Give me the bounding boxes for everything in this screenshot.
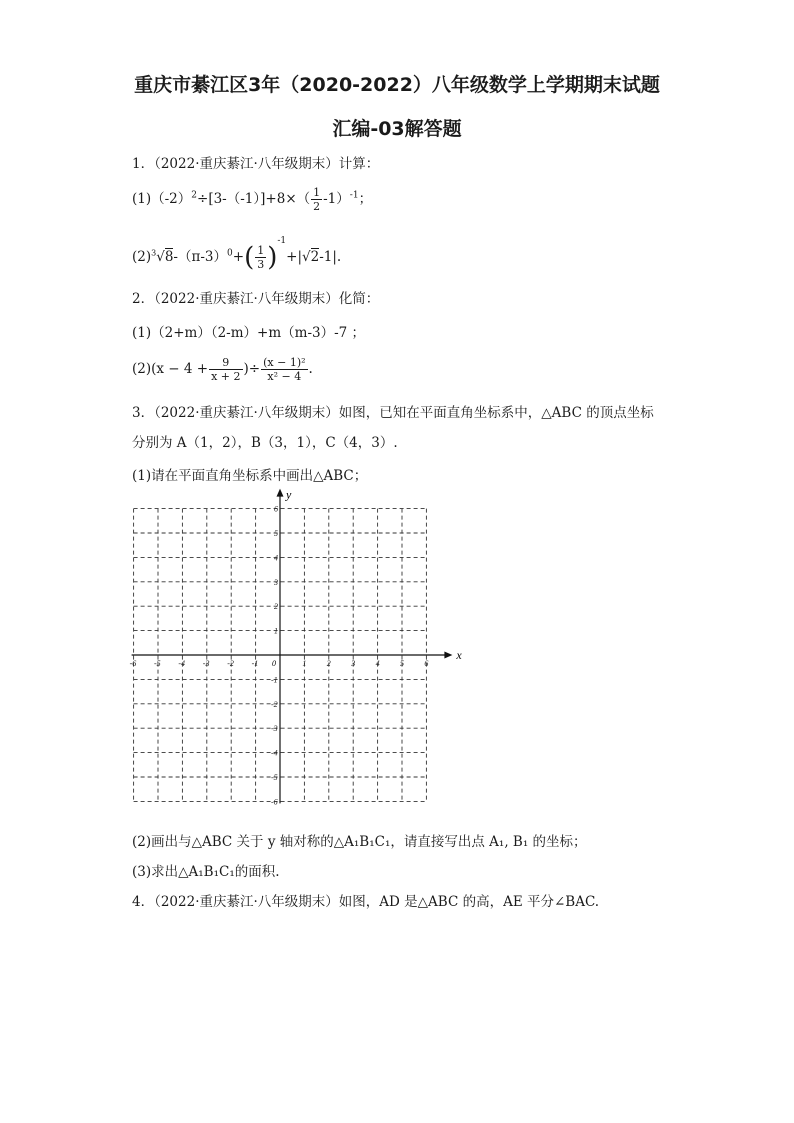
q3-part2: (2)画出与△ABC 关于 y 轴对称的△A₁B₁C₁，请直接写出点 A₁, B₁ 的坐标； [132, 834, 587, 850]
x-axis-label: x [456, 648, 462, 662]
tick-labels [130, 488, 463, 807]
q4-stem: 4．（2022·重庆綦江·八年级期末）如图，AD 是△ABC 的高，AE 平分∠BAC. [132, 894, 600, 910]
q3-part1: (1)请在平面直角坐标系中画出△ABC； [132, 468, 368, 484]
fraction: $\frac{\text{(x − 1)²}}{\text{x² − 4}}$ [263, 356, 306, 383]
q3-stem-line2: 分别为 A（1，2），B（3，1），C（4，3）. [132, 435, 398, 451]
x-axis-arrow [444, 652, 452, 659]
y-tick-label: -2 [271, 699, 278, 709]
y-axis-arrow [277, 489, 284, 497]
y-tick-label: 1 [274, 626, 278, 636]
q1-part1: $(1)(-2)^2\div[3-(-1)]+8\times$（ $\frac{1}{2}$ -1）$^{-1}$； [132, 186, 373, 213]
x-tick-label: 1 [302, 659, 307, 668]
y-tick-label: -6 [271, 797, 278, 807]
fraction: $\frac{1}{3}$ [257, 244, 265, 271]
y-tick-label: -5 [271, 773, 278, 782]
y-tick-label: 5 [274, 529, 278, 538]
y-axis-label: y [286, 487, 292, 502]
origin-label: 0 [272, 659, 276, 668]
y-tick-label: 3 [274, 577, 278, 587]
q2-part2: (2)(x − 4 + $\frac{9}{x + 2}$ )÷ $\frac{\text{(x − 1)²}}{\text{x² − 4}}$ . [132, 356, 313, 383]
x-tick-label: 6 [424, 659, 429, 668]
y-tick-label: -3 [271, 724, 278, 734]
document-title-line1: 重庆市綦江区3年（2020-2022）八年级数学上学期期末试题 [134, 74, 660, 96]
fraction: $\frac{9}{x + 2}$ [211, 356, 241, 383]
q2-part1: (1)（2+m）（2-m）+m（m-3）-7 ； [132, 325, 366, 341]
axes [129, 489, 453, 807]
q2-stem: 2．（2022·重庆綦江·八年级期末）化简： [132, 291, 380, 307]
y-tick-label: -1 [271, 675, 278, 685]
coordinate-grid [128, 483, 468, 823]
q1-stem: 1．（2022·重庆綦江·八年级期末）计算： [132, 156, 380, 172]
y-tick-label: 2 [274, 602, 278, 612]
document-title-line2: 汇编-03解答题 [332, 118, 462, 140]
q3-part3: (3)求出△A₁B₁C₁的面积. [132, 864, 280, 880]
q3-stem-line1: 3．（2022·重庆綦江·八年级期末）如图，已知在平面直角坐标系中，△ABC 的顶点坐标 [132, 405, 654, 421]
x-tick-label: 5 [400, 659, 404, 668]
x-tick-label: -5 [154, 659, 161, 668]
fraction: $\frac{1}{2}$ [313, 186, 321, 213]
y-tick-label: 6 [274, 504, 278, 514]
y-tick-label: 4 [274, 553, 278, 563]
x-tick-label: 3 [351, 659, 356, 668]
y-tick-label: -4 [271, 748, 278, 758]
x-tick-label: 2 [326, 659, 331, 668]
x-tick-label: 4 [375, 659, 380, 668]
x-tick-label: -4 [178, 659, 186, 668]
x-tick-label: -1 [251, 659, 259, 668]
x-tick-label: -2 [227, 659, 234, 668]
x-tick-label: -3 [202, 659, 210, 668]
q1-part2: $(2)^3√8-(\pi-3)^0+$( $\frac{1}{3}$ )$^{-1}$+|√2-1|. [132, 236, 342, 273]
x-tick-label: -6 [129, 659, 137, 668]
